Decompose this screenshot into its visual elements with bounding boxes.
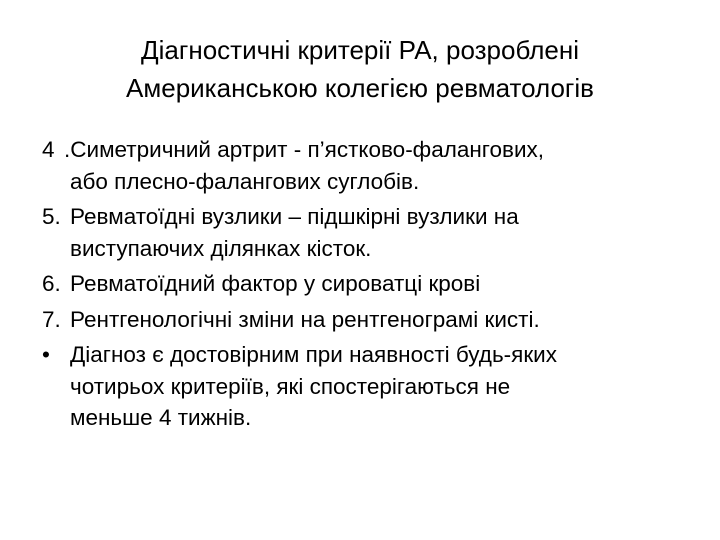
criterion-6-line-1: Ревматоїдний фактор у сироватці крові <box>70 271 481 296</box>
criterion-5-line-1: Ревматоїдні вузлики – підшкірні вузлики на <box>70 204 519 229</box>
criterion-7-line-1: Рентгенологічні зміни на рентгенограмі кисті. <box>70 306 540 332</box>
criterion-4 <box>42 134 702 197</box>
list-marker: 6. <box>42 271 61 296</box>
list-marker: 5. <box>42 204 61 229</box>
list-marker: 4 <box>42 137 55 162</box>
title-line-1: Діагностичні критерії РА, розроблені <box>141 35 579 65</box>
criterion-4-line-1: .Симетричний артрит - п’ястково-фалангових, <box>64 137 545 162</box>
criterion-5 <box>42 201 702 264</box>
slide-title <box>40 31 680 107</box>
diagnosis-note-line-1: Діагноз є достовірним при наявності будь-яких <box>70 342 558 367</box>
bullet-marker: • <box>42 342 50 367</box>
criteria-list <box>42 134 702 438</box>
title-line-2: Американською колегією ревматологів <box>126 73 594 103</box>
list-marker: 7. <box>42 306 61 332</box>
criterion-6 <box>42 268 702 300</box>
diagnosis-note-line-2: чотирьох критеріїв, які спостерігаються не <box>70 373 511 399</box>
diagnosis-note-line-3: меньше 4 тижнів. <box>70 405 252 430</box>
criterion-7 <box>42 304 702 336</box>
diagnosis-note <box>42 339 702 434</box>
criterion-4-line-2: або плесно-фалангових суглобів. <box>70 168 420 194</box>
criterion-5-line-2: виступаючих ділянках кісток. <box>70 235 372 261</box>
